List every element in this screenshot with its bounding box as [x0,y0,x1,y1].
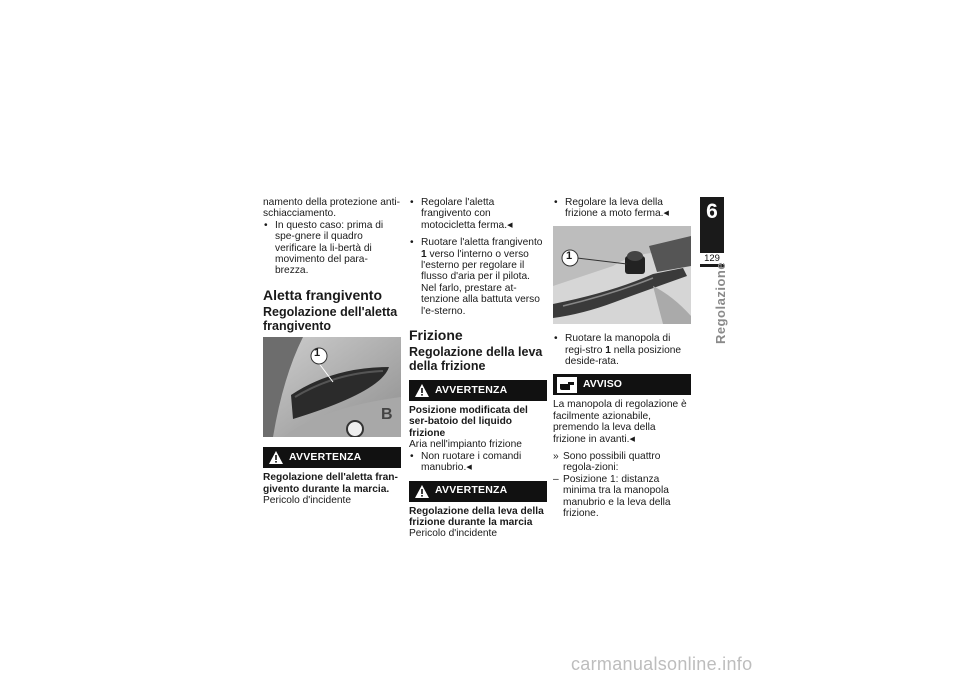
column-3 [553,197,691,520]
warning-title: Regolazione dell'aletta fran-givento durante la marcia. [263,472,398,495]
bullet-text: Ruotare l'aletta frangivento [421,237,543,249]
warning-label: AVVERTENZA [435,484,508,497]
intro-text: namento della protezione anti-schiacciamento. [263,197,401,220]
photo-callout-1: 1 [314,346,321,359]
warning-triangle-icon [409,384,435,397]
bullet-no-rotate: • Non ruotare i comandi manubrio. ◀ [409,451,547,474]
warning-banner [409,481,547,502]
heading-aletta: Aletta frangivento [263,286,383,303]
warning-label: AVVERTENZA [289,451,362,464]
subheading-aletta: Regolazione dell'aletta frangivento [263,304,398,333]
bullet-rotate-aletta [409,237,547,317]
hand-pointer-icon [557,377,577,393]
position-item: – Posizione 1: distanza minima tra la manopola manubrio e la leva della frizione. [553,474,691,520]
heading-frizione: Frizione [409,327,463,344]
warning-triangle-icon [263,451,289,464]
bullet-text: verso l'interno o verso l'esterno per regolare il flusso d'aria per il pilota. Nel farlo, prestare at-tenzione alla battuta verso l'e-sterno. [421,248,540,317]
side-label: Regolazione [713,261,728,344]
clutch-lever-photo [553,226,691,327]
bullet-rotate-knob [553,333,691,367]
warning-triangle-icon [409,485,435,498]
warning-text: Pericolo d'incidente [263,495,352,507]
photo-callout-1: 1 [566,249,573,262]
result-item: » Sono possibili quattro regola-zioni: [553,451,691,474]
warning-text: Pericolo d'incidente [409,528,498,540]
column-1 [263,197,401,506]
notice-label: AVVISO [583,378,622,391]
bullet-freedom-check: • In questo caso: prima di spe-gnere il quadro verificare la li-bertà di movimento del para-brezza. [263,220,401,277]
bullet-text: Ruotare la manopola di regi-stro [565,333,671,356]
bullet-adjust-lever: • Regolare la leva della frizione a moto ferma. ◀ [553,197,691,220]
bullet-adjust-stopped: • Regolare l'aletta frangivento con motocicletta ferma. ◀ [409,197,547,231]
notice-text: La manopola di regolazione è facilmente azionabile, premendo la leva della frizione in avanti. ◀ [553,399,691,445]
reference-number: 1 [421,248,427,260]
windshield-photo [263,337,401,440]
notice-banner [553,374,691,395]
column-2 [409,197,547,540]
chapter-tab [700,197,724,267]
chapter-number: 6 [706,200,718,223]
page-number: 129 [700,253,724,264]
svg-text:B: B [381,405,393,423]
warning-title: Posizione modificata del ser-batoio del liquido frizione [409,405,528,439]
warning-text: Aria nell'impianto frizione [409,439,522,451]
reference-number: 1 [605,344,611,356]
watermark: carmanualsonline.info [571,654,753,674]
warning-label: AVVERTENZA [435,383,508,396]
warning-banner [263,447,401,468]
bullet-text: nella posizione deside-rata. [565,344,682,368]
warning-title: Regolazione della leva della frizione durante la marcia [409,505,544,528]
warning-banner [409,380,547,401]
subheading-frizione: Regolazione della leva della frizione [409,345,543,374]
